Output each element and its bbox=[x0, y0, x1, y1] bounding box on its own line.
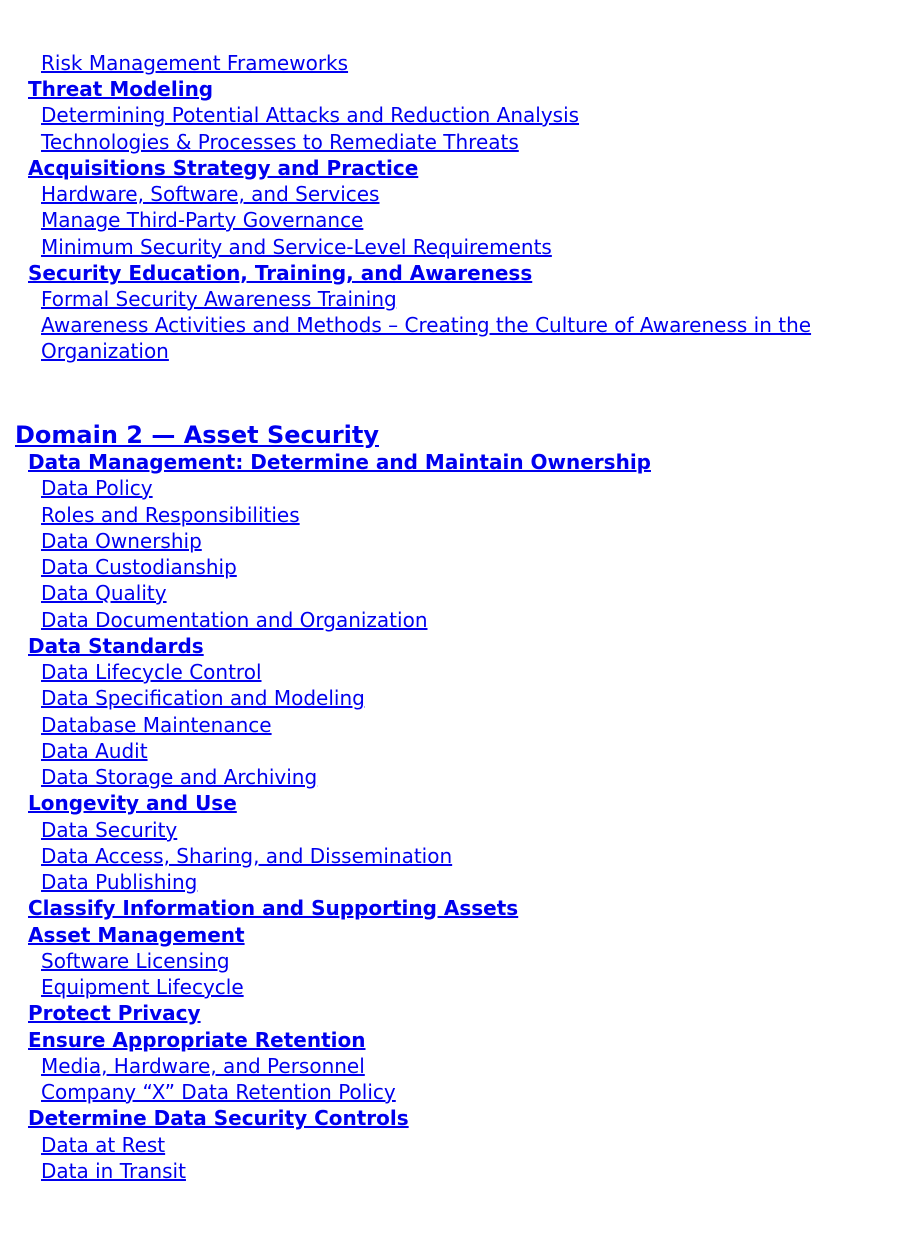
toc-section-ensure-retention[interactable]: Ensure Appropriate Retention bbox=[28, 1028, 366, 1052]
toc-link-determining-potential-attacks[interactable]: Determining Potential Attacks and Reduction Analysis bbox=[41, 103, 580, 127]
toc-link-data-quality[interactable]: Data Quality bbox=[41, 581, 167, 605]
toc-link-data-custodianship[interactable]: Data Custodianship bbox=[41, 555, 237, 579]
toc-domain-2-asset-security[interactable]: Domain 2 — Asset Security bbox=[15, 421, 379, 449]
toc-link-formal-awareness-training[interactable]: Formal Security Awareness Training bbox=[41, 287, 397, 311]
toc-section-security-education[interactable]: Security Education, Training, and Awareness bbox=[28, 261, 533, 285]
toc-section-asset-management[interactable]: Asset Management bbox=[28, 923, 245, 947]
toc-link-database-maintenance[interactable]: Database Maintenance bbox=[41, 713, 272, 737]
toc-link-data-lifecycle-control[interactable]: Data Lifecycle Control bbox=[41, 660, 262, 684]
toc-link-third-party-governance[interactable]: Manage Third-Party Governance bbox=[41, 208, 364, 232]
toc-link-data-audit[interactable]: Data Audit bbox=[41, 739, 148, 763]
toc-link-minimum-security-requirements[interactable]: Minimum Security and Service-Level Requirements bbox=[41, 235, 552, 259]
toc-section-classify-information[interactable]: Classify Information and Supporting Assets bbox=[28, 896, 519, 920]
toc-link-data-access-sharing[interactable]: Data Access, Sharing, and Dissemination bbox=[41, 844, 453, 868]
toc-section-protect-privacy[interactable]: Protect Privacy bbox=[28, 1001, 201, 1025]
toc-link-data-ownership[interactable]: Data Ownership bbox=[41, 529, 202, 553]
toc-section-acquisitions-strategy[interactable]: Acquisitions Strategy and Practice bbox=[28, 156, 419, 180]
toc-section-data-standards[interactable]: Data Standards bbox=[28, 634, 204, 658]
toc-section-longevity-use[interactable]: Longevity and Use bbox=[28, 791, 237, 815]
toc-section-data-security-controls[interactable]: Determine Data Security Controls bbox=[28, 1106, 409, 1130]
toc-link-data-storage-archiving[interactable]: Data Storage and Archiving bbox=[41, 765, 318, 789]
toc-link-data-at-rest[interactable]: Data at Rest bbox=[41, 1133, 166, 1157]
toc-link-data-policy[interactable]: Data Policy bbox=[41, 476, 153, 500]
toc-link-data-security[interactable]: Data Security bbox=[41, 818, 178, 842]
toc-link-data-publishing[interactable]: Data Publishing bbox=[41, 870, 198, 894]
toc-link-data-in-transit[interactable]: Data in Transit bbox=[41, 1159, 186, 1183]
toc-link-risk-management-frameworks[interactable]: Risk Management Frameworks bbox=[41, 51, 349, 75]
toc-link-data-retention-policy[interactable]: Company “X” Data Retention Policy bbox=[41, 1080, 396, 1104]
toc-link-equipment-lifecycle[interactable]: Equipment Lifecycle bbox=[41, 975, 244, 999]
toc-link-awareness-activities[interactable]: Awareness Activities and Methods – Creating the Culture of Awareness in the Organization bbox=[41, 313, 812, 363]
toc-link-data-specification[interactable]: Data Specification and Modeling bbox=[41, 686, 365, 710]
toc-link-media-hardware-personnel[interactable]: Media, Hardware, and Personnel bbox=[41, 1054, 365, 1078]
toc-link-remediate-threats[interactable]: Technologies & Processes to Remediate Threats bbox=[41, 130, 519, 154]
toc-link-roles-responsibilities[interactable]: Roles and Responsibilities bbox=[41, 503, 300, 527]
toc-section-data-management[interactable]: Data Management: Determine and Maintain Ownership bbox=[28, 450, 651, 474]
toc-link-hardware-software-services[interactable]: Hardware, Software, and Services bbox=[41, 182, 380, 206]
toc-link-software-licensing[interactable]: Software Licensing bbox=[41, 949, 230, 973]
toc-link-data-documentation[interactable]: Data Documentation and Organization bbox=[41, 608, 428, 632]
toc-section-threat-modeling[interactable]: Threat Modeling bbox=[28, 77, 214, 101]
